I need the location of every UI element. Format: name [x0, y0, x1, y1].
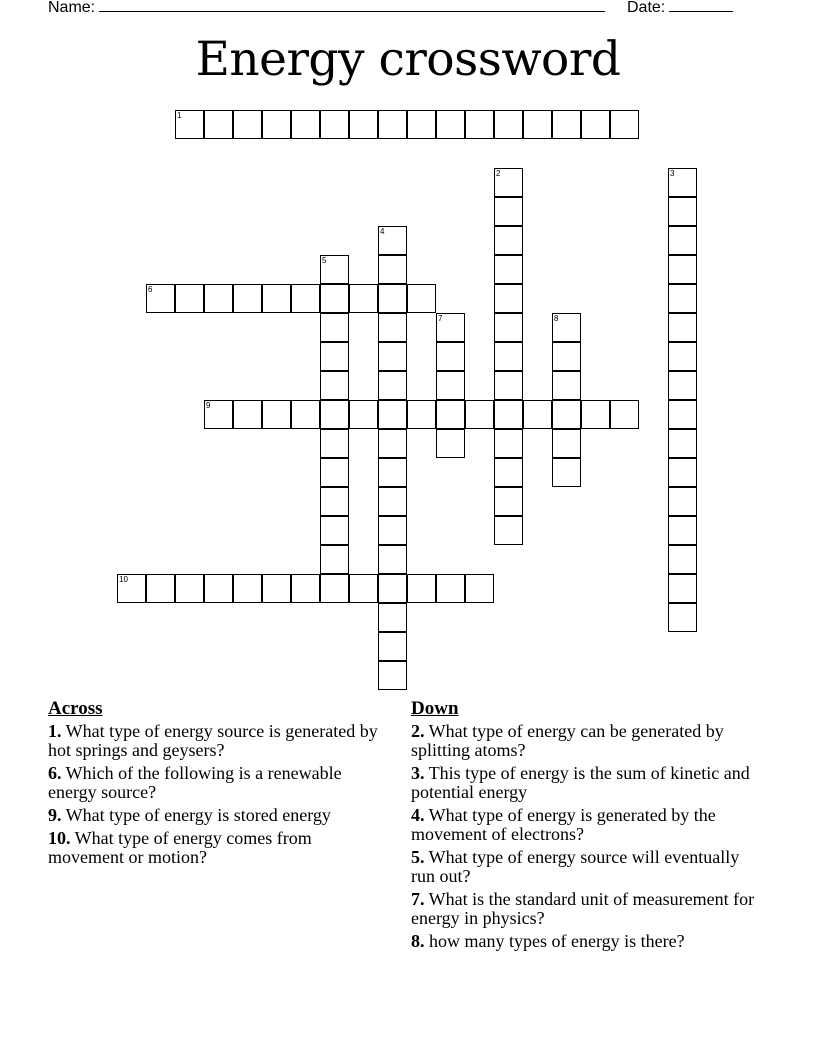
clue-item-text: What type of energy can be generated by splitting atoms? [411, 721, 724, 760]
grid-cell[interactable] [320, 516, 349, 545]
grid-cell[interactable] [494, 371, 523, 400]
grid-cell[interactable] [581, 110, 610, 139]
clue-item [48, 806, 388, 825]
clue-number: 2 [496, 169, 501, 178]
grid-cell[interactable] [204, 400, 233, 429]
grid-cell[interactable] [320, 110, 349, 139]
grid-cell[interactable] [436, 400, 465, 429]
grid-cell[interactable] [262, 400, 291, 429]
grid-cell[interactable] [523, 400, 552, 429]
grid-cell[interactable] [320, 458, 349, 487]
clue-item [411, 890, 761, 928]
grid-cell[interactable] [552, 400, 581, 429]
grid-cell[interactable] [407, 400, 436, 429]
clue-item-text: What type of energy comes from movement or motion? [48, 828, 312, 867]
clue-item-number: 10. [48, 828, 71, 848]
grid-cell[interactable] [320, 342, 349, 371]
grid-cell[interactable] [378, 487, 407, 516]
grid-cell[interactable] [668, 487, 697, 516]
grid-cell[interactable] [378, 574, 407, 603]
clue-number: 4 [380, 227, 385, 236]
clue-item [48, 722, 388, 760]
grid-cell[interactable] [378, 284, 407, 313]
across-clues [48, 699, 388, 871]
grid-cell[interactable] [668, 284, 697, 313]
clue-item-text: What is the standard unit of measurement for energy in physics? [411, 889, 755, 928]
grid-cell[interactable] [204, 110, 233, 139]
grid-cell[interactable] [436, 429, 465, 458]
grid-cell[interactable] [175, 574, 204, 603]
grid-cell[interactable] [378, 255, 407, 284]
grid-cell[interactable] [552, 313, 581, 342]
clue-item-number: 5. [411, 847, 425, 867]
grid-cell[interactable] [668, 429, 697, 458]
clue-number: 1 [177, 111, 182, 120]
grid-cell[interactable] [494, 313, 523, 342]
clue-item-text: What type of energy is stored energy [61, 805, 331, 825]
grid-cell[interactable] [494, 284, 523, 313]
grid-cell[interactable] [436, 342, 465, 371]
grid-cell[interactable] [262, 574, 291, 603]
clue-item [411, 764, 761, 802]
grid-cell[interactable] [320, 574, 349, 603]
clue-number: 7 [438, 314, 443, 323]
grid-cell[interactable] [668, 603, 697, 632]
clue-number: 3 [670, 169, 675, 178]
grid-cell[interactable] [291, 574, 320, 603]
grid-cell[interactable] [494, 400, 523, 429]
grid-cell[interactable] [233, 400, 262, 429]
grid-cell[interactable] [407, 110, 436, 139]
grid-cell[interactable] [668, 545, 697, 574]
grid-cell[interactable] [494, 516, 523, 545]
grid-cell[interactable] [291, 284, 320, 313]
grid-cell[interactable] [320, 284, 349, 313]
grid-cell[interactable] [320, 487, 349, 516]
down-heading: Down [411, 698, 459, 719]
grid-cell[interactable] [407, 284, 436, 313]
grid-cell[interactable] [320, 255, 349, 284]
grid-cell[interactable] [146, 284, 175, 313]
grid-cell[interactable] [581, 400, 610, 429]
grid-cell[interactable] [349, 574, 378, 603]
grid-cell[interactable] [378, 429, 407, 458]
grid-cell[interactable] [668, 168, 697, 197]
grid-cell[interactable] [494, 226, 523, 255]
grid-cell[interactable] [378, 516, 407, 545]
grid-cell[interactable] [378, 545, 407, 574]
grid-cell[interactable] [291, 110, 320, 139]
page-title: Energy crossword [195, 32, 621, 87]
grid-cell[interactable] [494, 342, 523, 371]
grid-cell[interactable] [204, 574, 233, 603]
grid-cell[interactable] [378, 371, 407, 400]
grid-cell[interactable] [378, 226, 407, 255]
grid-cell[interactable] [320, 371, 349, 400]
clue-item-number: 6. [48, 763, 62, 783]
grid-cell[interactable] [320, 429, 349, 458]
grid-cell[interactable] [233, 574, 262, 603]
clue-item-text: What type of energy source will eventually run out? [411, 847, 740, 886]
grid-cell[interactable] [436, 110, 465, 139]
grid-cell[interactable] [378, 458, 407, 487]
clue-item [411, 806, 761, 844]
grid-cell[interactable] [233, 284, 262, 313]
grid-cell[interactable] [610, 400, 639, 429]
clue-item-number: 7. [411, 889, 425, 909]
grid-cell[interactable] [668, 574, 697, 603]
grid-cell[interactable] [378, 400, 407, 429]
grid-cell[interactable] [378, 632, 407, 661]
clue-item-number: 1. [48, 721, 62, 741]
grid-cell[interactable] [552, 110, 581, 139]
clue-item-number: 4. [411, 805, 425, 825]
grid-cell[interactable] [262, 110, 291, 139]
grid-cell[interactable] [378, 110, 407, 139]
clue-number: 5 [322, 256, 327, 265]
grid-cell[interactable] [465, 400, 494, 429]
grid-cell[interactable] [552, 371, 581, 400]
grid-cell[interactable] [175, 110, 204, 139]
grid-cell[interactable] [291, 400, 320, 429]
grid-cell[interactable] [523, 110, 552, 139]
grid-cell[interactable] [262, 284, 291, 313]
grid-cell[interactable] [349, 110, 378, 139]
grid-cell[interactable] [668, 313, 697, 342]
grid-cell[interactable] [349, 400, 378, 429]
grid-cell[interactable] [378, 603, 407, 632]
grid-cell[interactable] [494, 255, 523, 284]
grid-cell[interactable] [407, 574, 436, 603]
across-heading: Across [48, 698, 103, 719]
name-label: Name: [48, 0, 96, 16]
clue-item-number: 2. [411, 721, 425, 741]
grid-cell[interactable] [378, 661, 407, 690]
grid-cell[interactable] [552, 429, 581, 458]
clue-item-number: 3. [411, 763, 425, 783]
grid-cell[interactable] [494, 197, 523, 226]
clue-item-number: 9. [48, 805, 62, 825]
grid-cell[interactable] [320, 313, 349, 342]
clue-number: 10 [119, 575, 128, 584]
grid-cell[interactable] [175, 284, 204, 313]
clue-item-text: how many types of energy is there? [424, 931, 685, 951]
clue-number: 6 [148, 285, 153, 294]
grid-cell[interactable] [117, 574, 146, 603]
grid-cell[interactable] [378, 342, 407, 371]
date-label: Date: [627, 0, 666, 16]
grid-cell[interactable] [349, 284, 378, 313]
clue-item [48, 829, 388, 867]
grid-cell[interactable] [436, 574, 465, 603]
grid-cell[interactable] [668, 255, 697, 284]
grid-cell[interactable] [465, 574, 494, 603]
grid-cell[interactable] [494, 487, 523, 516]
grid-cell[interactable] [552, 342, 581, 371]
grid-cell[interactable] [668, 371, 697, 400]
clue-item-number: 8. [411, 931, 425, 951]
grid-cell[interactable] [436, 313, 465, 342]
clue-item [48, 764, 388, 802]
clue-item [411, 722, 761, 760]
grid-cell[interactable] [494, 110, 523, 139]
clue-item [411, 932, 761, 951]
clue-item-text: What type of energy is generated by the movement of electrons? [411, 805, 716, 844]
clue-number: 8 [554, 314, 559, 323]
grid-cell[interactable] [494, 429, 523, 458]
grid-cell[interactable] [146, 574, 175, 603]
grid-cell[interactable] [436, 371, 465, 400]
grid-cell[interactable] [494, 458, 523, 487]
grid-cell[interactable] [378, 313, 407, 342]
grid-cell[interactable] [465, 110, 494, 139]
grid-cell[interactable] [494, 168, 523, 197]
clue-item-text: What type of energy source is generated by hot springs and geysers? [48, 721, 378, 760]
grid-cell[interactable] [668, 516, 697, 545]
across-clue-list [48, 722, 388, 867]
grid-cell[interactable] [320, 545, 349, 574]
clue-item-text: This type of energy is the sum of kinetic and potential energy [411, 763, 750, 802]
down-clue-list [411, 722, 761, 951]
grid-cell[interactable] [610, 110, 639, 139]
clue-item-text: Which of the following is a renewable energy source? [48, 763, 342, 802]
grid-cell[interactable] [204, 284, 233, 313]
grid-cell[interactable] [668, 197, 697, 226]
grid-cell[interactable] [552, 458, 581, 487]
clue-number: 9 [206, 401, 211, 410]
grid-cell[interactable] [668, 226, 697, 255]
grid-cell[interactable] [668, 342, 697, 371]
grid-cell[interactable] [320, 400, 349, 429]
grid-cell[interactable] [668, 458, 697, 487]
grid-cell[interactable] [668, 400, 697, 429]
down-clues [411, 699, 761, 955]
clue-item [411, 848, 761, 886]
grid-cell[interactable] [233, 110, 262, 139]
